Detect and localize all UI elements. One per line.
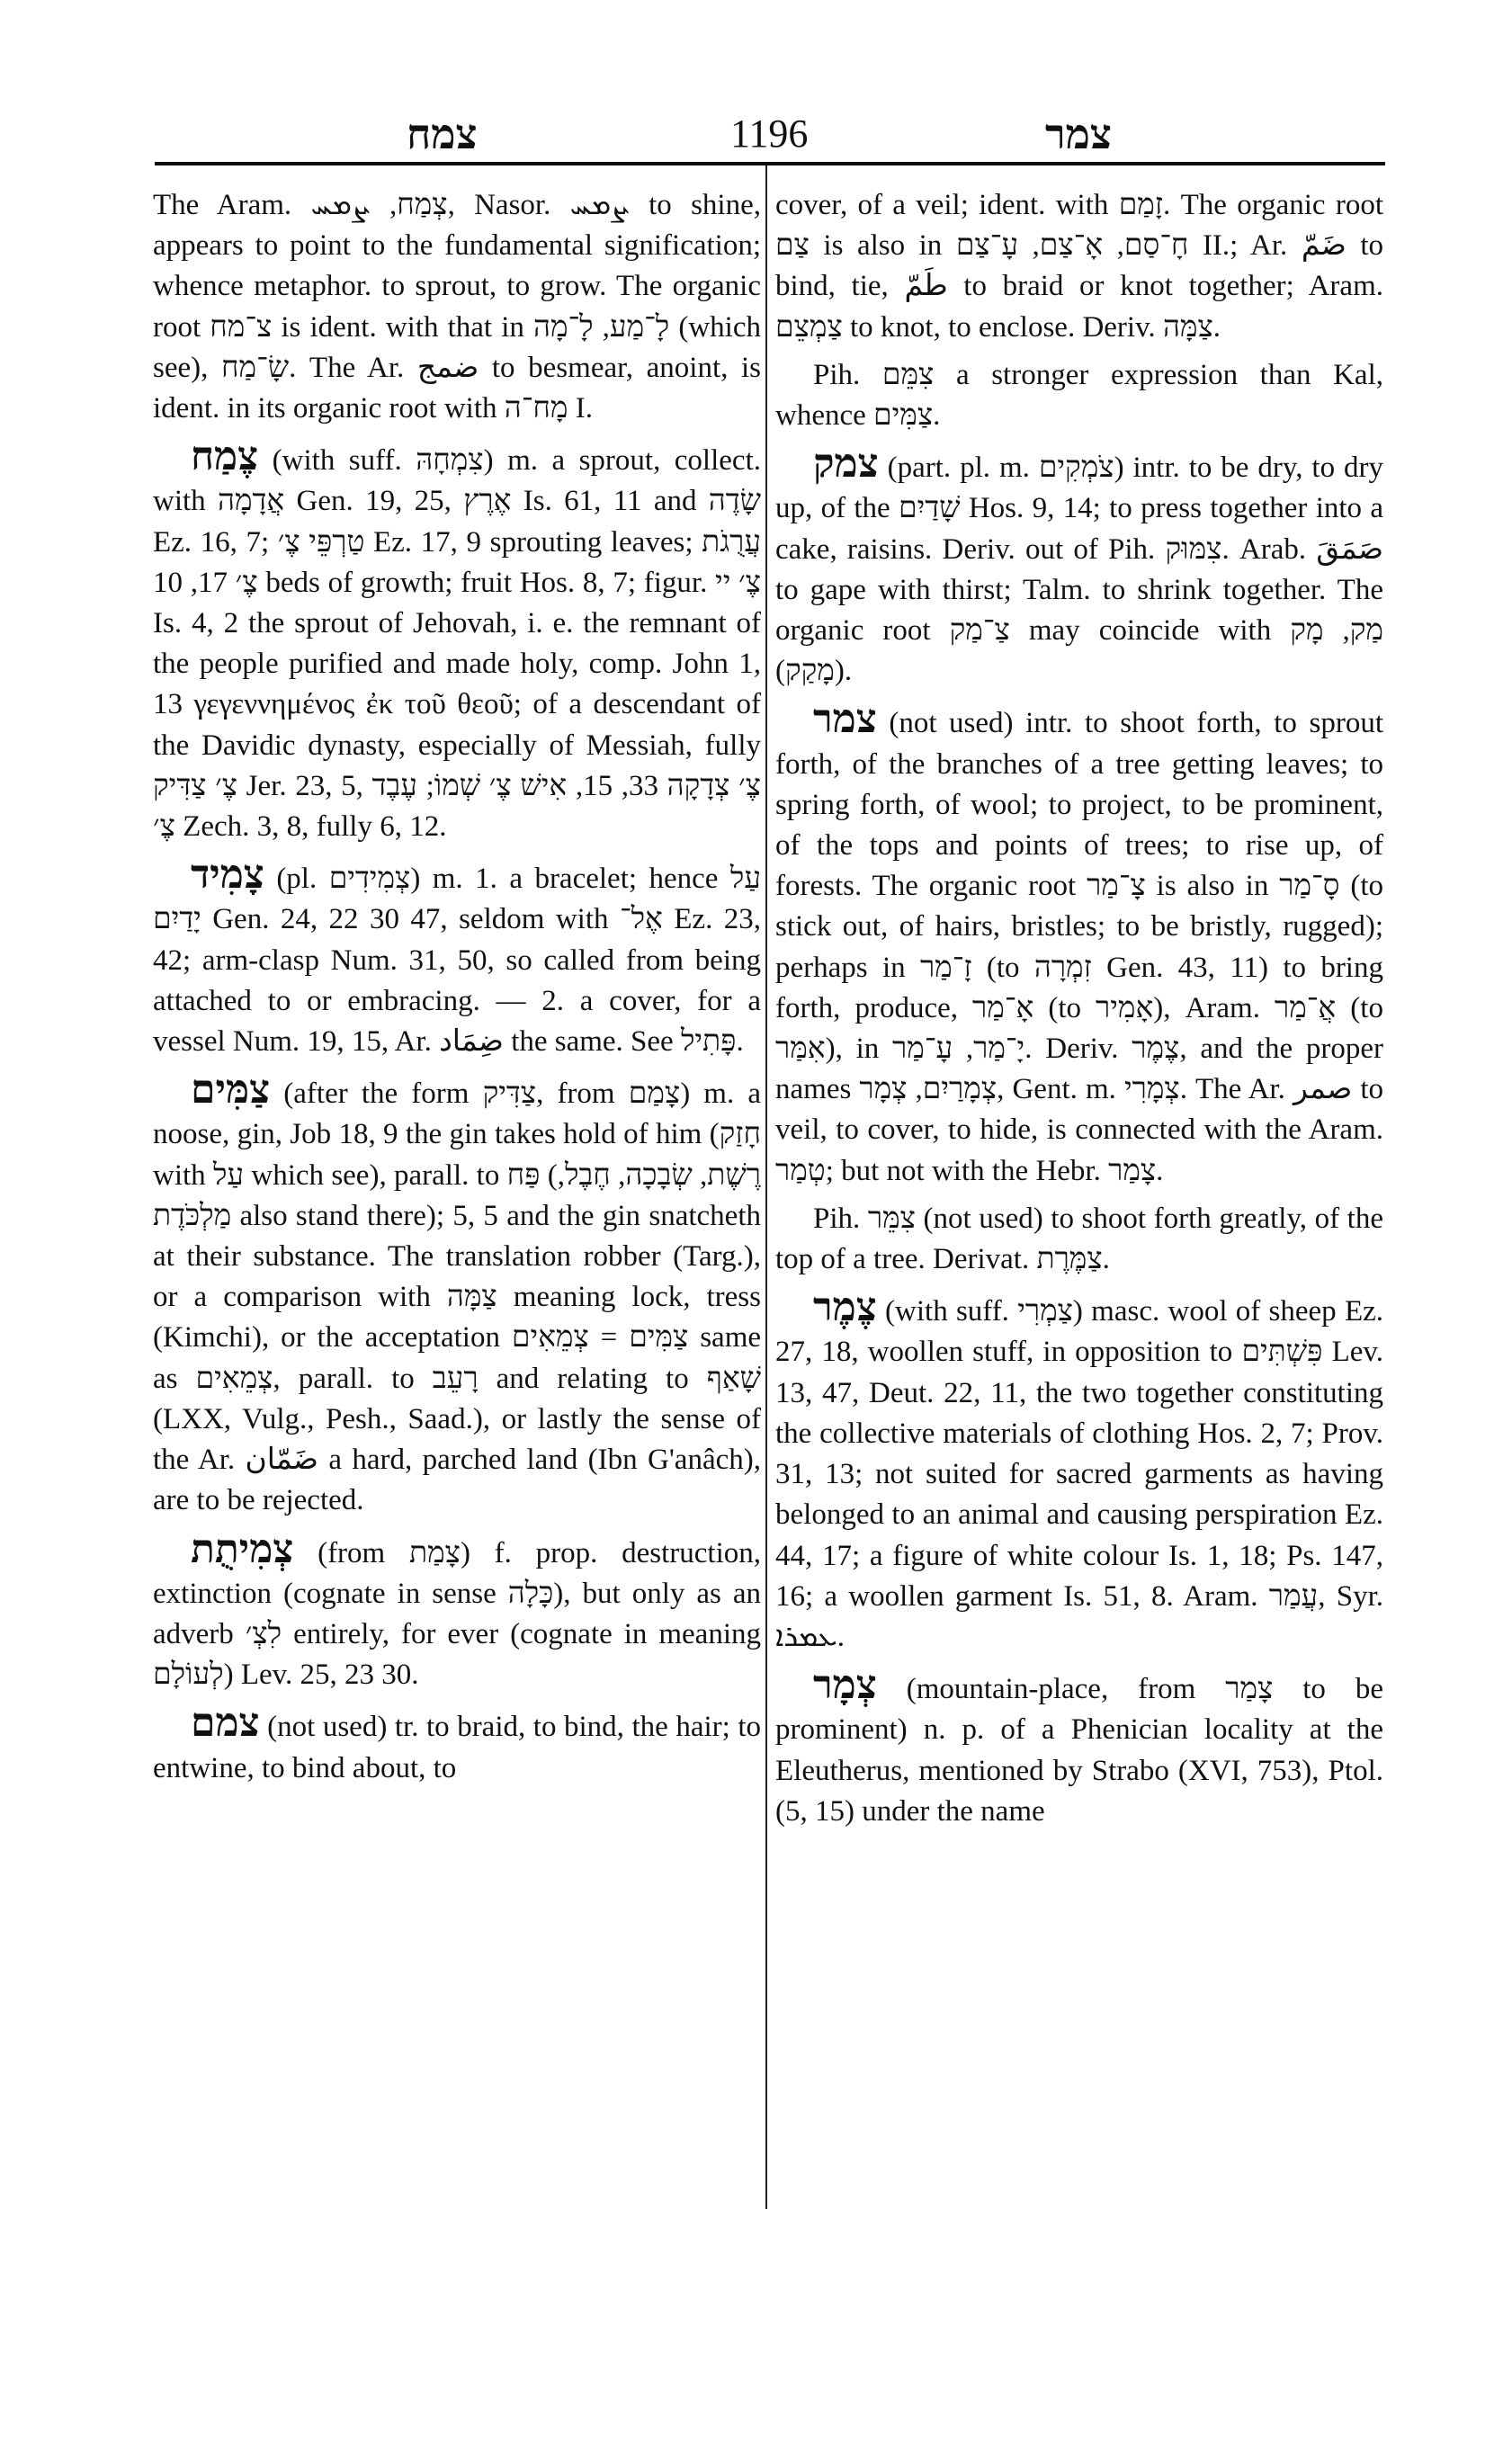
sub-entry (775, 355, 1383, 436)
dictionary-entry (153, 436, 761, 847)
right-column (775, 185, 1383, 1839)
header-rule (155, 162, 1385, 165)
entry-headword: צֶמַח (191, 434, 259, 480)
entry-text: (after the form צַדִּיק, from צָמַם) m. a noose, gin, Job 18, 9 the gin takes hold of him (חָזַק with עַל which see), parall. to פַּח (רֶשֶׁת, שְׂבָכָה, חֶבֶל, מַלְכֹּדֶת also stand there); 5, 5 and the gin snatcheth at their substance. The translation robber (Targ.), or a comparison with צַמָּה meaning lock, tress (Kimchi), or the acceptation צַמִּים = צְמֵאִים same as צְמֵאִים, parall. to רָעֵב and relating to שָׁאַף (LXX, Vulg., Pesh., Saad.), or lastly the sense of the Ar. ضَمّان a hard, parched land (Ibn G'anâch), are to be rejected. (153, 1077, 762, 1517)
entry-text: The Aram. צְמַח, ܨܡܚ, Nasor. ܨܡܚ to shine, appears to point to the fundamental signification; whence metaphor. to sprout, to grow. The organic root צ־מח is ident. with that in לָ־מַע, לָ־מָה (which see), שָׂ־מַח. The Ar. ضمج to besmear, anoint, is ident. in its organic root with מָח־ה I. (153, 189, 761, 425)
dictionary-entry (775, 1662, 1383, 1832)
right-guide-word: צמר (1045, 110, 1112, 158)
dictionary-entry (153, 1069, 761, 1521)
dictionary-entry (153, 854, 761, 1062)
entry-text: Pih. צִמֵּר (not used) to shoot forth greatly, of the top of a tree. Derivat. צַמֶּרֶת. (775, 1202, 1383, 1276)
dictionary-entry (775, 696, 1384, 1191)
entry-text: (with suff. צִמְחָהּ) m. a sprout, collect. with אֲדָמָה Gen. 19, 25, אֶרֶץ Is. 61, 11 and שָׂדֶה Ez. 16, 7; טַרְפֵּי צֶ׳ Ez. 17, 9 sprouting leaves; עֲרֻגֹת צֶ׳ 17, 10 beds of growth; fruit Hos. 8, 7; figur. צֶ׳ יי Is. 4, 2 the sprout of Jehovah, i. e. the remnant of the people purified and made holy, comp. John 1, 13 γεγεννημένος ἐκ τοῦ θεοῦ; of a descendant of the Davidic dynasty, especially of Messiah, fully צֶ׳ צַדִּיק Jer. 23, 5, צֶ׳ צְדָקָה 33, 15, אִישׁ צֶ׳ שְׁמוֹ; עֶבֶד צֶ׳ Zech. 3, 8, fully 6, 12. (153, 444, 762, 844)
entry-headword: צֶמֶר (813, 1284, 877, 1331)
dictionary-entry (775, 443, 1383, 692)
left-guide-word: צמח (407, 110, 478, 158)
continued-text (775, 185, 1383, 348)
entry-text: (with suff. צַמְרִי) masc. wool of sheep Ez. 27, 18, woollen stuff, in opposition to פִּשְׁתִּים Lev. 13, 47, Deut. 22, 11, the two together constituting the collective materials of clothing Hos. 2, 7; Prov. 31, 13; not suited for sacred garments as having belonged to an animal and causing perspiration Ez. 44, 17; a figure of white colour Is. 1, 18; Ps. 147, 16; a woollen garment Is. 51, 8. Aram. עֲמַר, Syr. ܥܡܪܐ. (775, 1295, 1383, 1653)
column-divider (765, 165, 767, 2209)
entry-headword: צמר (813, 696, 877, 743)
continued-text (153, 185, 761, 429)
running-header (155, 106, 1385, 162)
entry-text: (mountain-place, from צָמַר to be prominent) n. p. of a Phenician locality at the Eleutherus, mentioned by Strabo (XVI, 753), Ptol. (5, 15) under the name (775, 1673, 1383, 1828)
entry-text: (part. pl. m. צֹמְקִים) intr. to be dry, to dry up, of the שָׁדַיִם Hos. 9, 14; to press together into a cake, raisins. Deriv. out of Pih. צִמּוּק. Arab. صَمَقَ to gape with thirst; Talm. to shrink together. The organic root צַ־מַק may coincide with מַק, מָק (מָקַק). (775, 452, 1383, 688)
entry-text: (not used) tr. to braid, to bind, the hair; to entwine, to bind about, to (153, 1711, 761, 1784)
entry-headword: צְמָר (813, 1662, 877, 1709)
entry-text: Pih. צִמֵּם a stronger expression than Kal, whence צַמִּים. (775, 358, 1383, 433)
entry-text: (from צָמַת) f. prop. destruction, extinction (cognate in sense כָּלָה), but only as an adverb לִצְ׳ entirely, for ever (cognate in meaning לְעוֹלָם) Lev. 25, 23 30. (153, 1536, 761, 1692)
dictionary-entry (153, 1700, 761, 1788)
entry-headword: צַמִּים (191, 1067, 271, 1113)
dictionary-entry (775, 1284, 1383, 1658)
sub-entry (775, 1199, 1383, 1280)
left-column (153, 185, 761, 1796)
page-number: 1196 (730, 112, 809, 156)
entry-text: (not used) intr. to shoot forth, to sprout forth, of the branches of a tree getting leaves; to spring forth, of wool; to project, to be prominent, of the tops and points of trees; to rise up, of forests. The organic root צָ־מַר is also in סָ־מַר (to stick out, of hairs, bristles; to be bristly, rugged); perhaps in זָ־מַר (to זִמְרָה Gen. 43, 11) to bring forth, produce, אָ־מַר (to אָמִיר), Aram. אֲ־מַר (to אִמַּר), in יָ־מַר, עָ־מַר. Deriv. צֶמֶר, and the proper names צְמָרַיִם, צְמָר, Gent. m. צְמָרִי. The Ar. صمر to veil, to cover, to hide, is connected with the Aram. טְמַר; but not with the Hebr. צָמַר. (775, 707, 1384, 1187)
entry-headword: צמם (191, 1700, 260, 1747)
entry-text: cover, of a veil; ident. with זָמַם. The organic root צַם is also in חָ־סַם, אָ־צַם, עָ־צַם II.; Ar. ضَمّ to bind, tie, طَمّ to braid or knot together; Aram. צַמְצֵם to knot, to enclose. Deriv. צַמָּה. (775, 189, 1384, 344)
entry-headword: צְמִיתֻת (191, 1525, 294, 1572)
entry-text: (pl. צְמִידִים) m. 1. a bracelet; hence עַל יָדַיִם Gen. 24, 22 30 47, seldom with אֶל־ Ez. 23, 42; arm-clasp Num. 31, 50, so called from being attached to or embracing. — 2. a cover, for a vessel Num. 19, 15, Ar. ضِمَاد the same. See פָּתִיל. (153, 863, 762, 1059)
entry-headword: צָמִיד (191, 852, 264, 899)
entry-headword: צמק (813, 441, 879, 487)
dictionary-entry (153, 1525, 761, 1696)
